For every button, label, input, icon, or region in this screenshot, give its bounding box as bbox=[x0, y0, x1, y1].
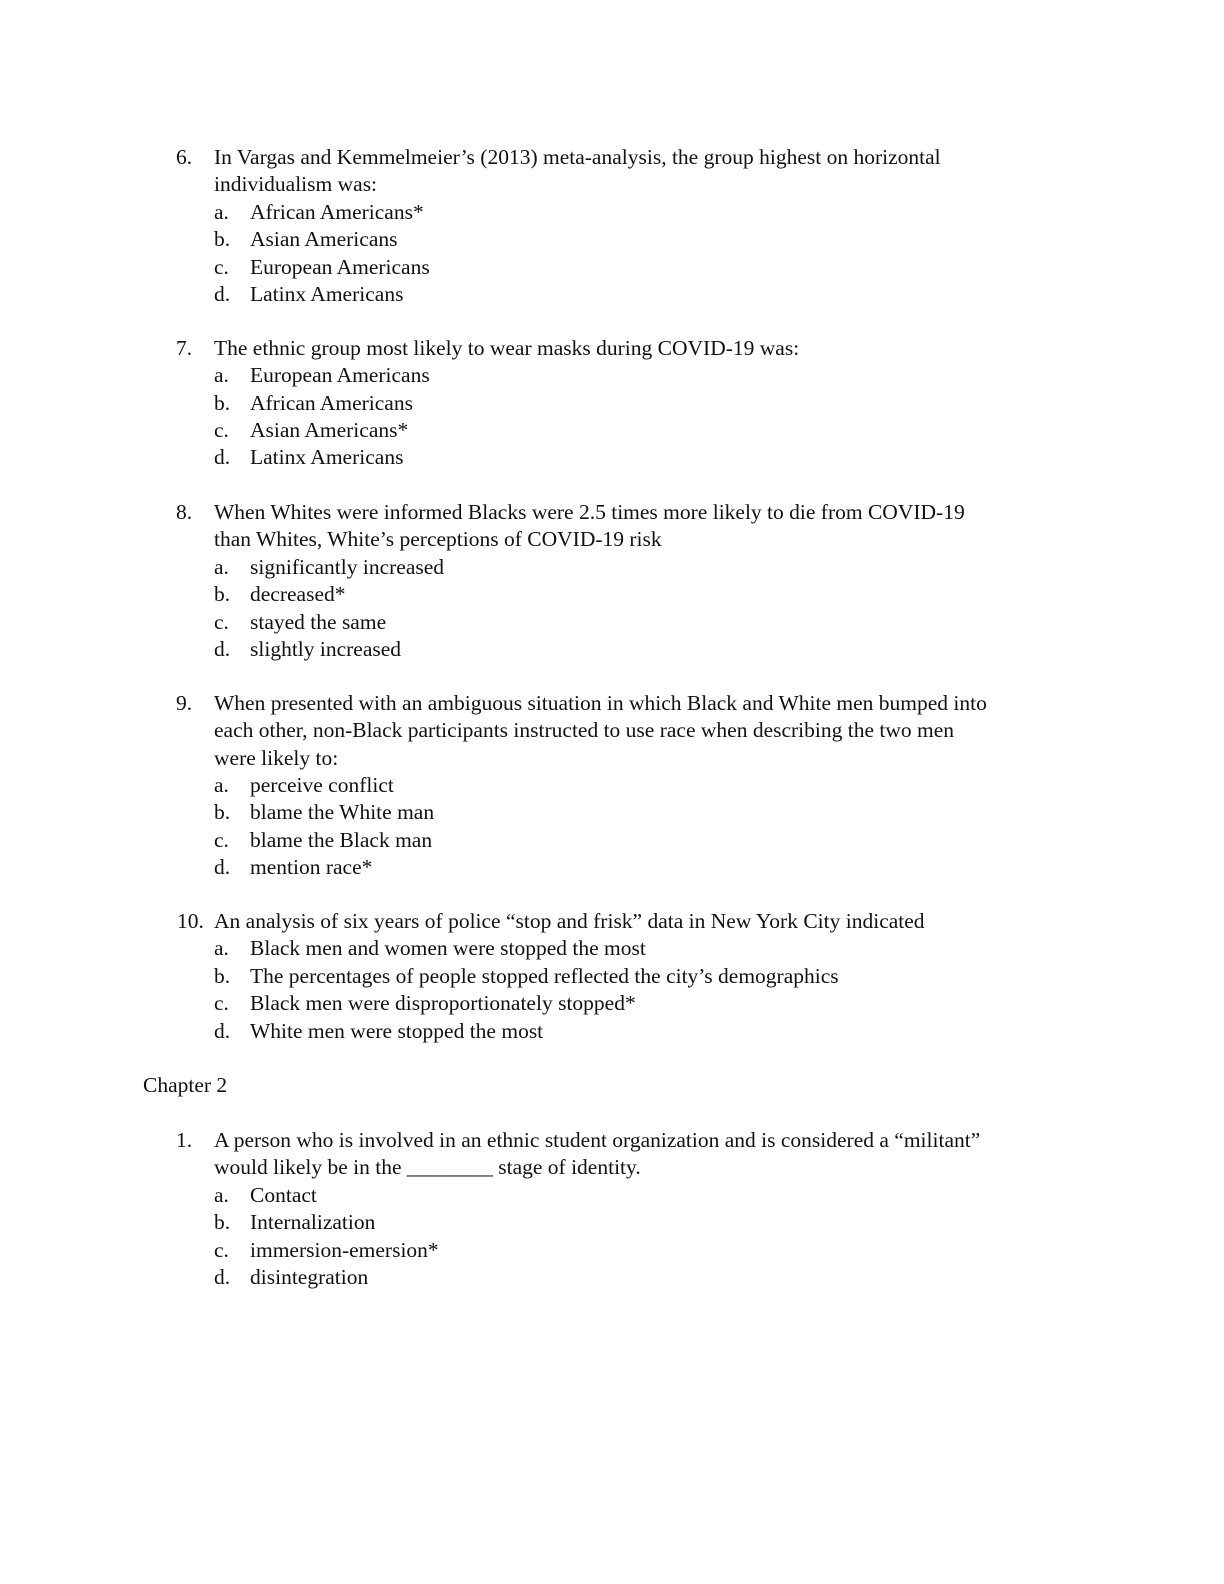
question-number: 8. bbox=[176, 500, 193, 524]
option-letter: d. bbox=[214, 855, 231, 879]
answer-option bbox=[0, 826, 1224, 854]
option-text: Contact bbox=[250, 1183, 317, 1207]
question-text-line: than Whites, White’s perceptions of COVID-19 risk bbox=[214, 527, 662, 551]
answer-option bbox=[0, 962, 1224, 990]
question-number: 9. bbox=[176, 691, 193, 715]
answer-option bbox=[0, 771, 1224, 799]
answer-option bbox=[0, 361, 1224, 389]
option-text: Black men were disproportionately stopped* bbox=[250, 991, 636, 1015]
option-text: slightly increased bbox=[250, 637, 402, 661]
option-text: disintegration bbox=[250, 1265, 369, 1289]
option-letter: d. bbox=[214, 445, 231, 469]
answer-option bbox=[0, 225, 1224, 253]
question-number: 7. bbox=[176, 336, 193, 360]
question-text-line: In Vargas and Kemmelmeier’s (2013) meta-analysis, the group highest on horizontal bbox=[214, 145, 941, 169]
option-text: blame the White man bbox=[250, 800, 435, 824]
option-letter: a. bbox=[214, 363, 229, 387]
answer-option bbox=[0, 798, 1224, 826]
answer-option bbox=[0, 580, 1224, 608]
option-text: Black men and women were stopped the most bbox=[250, 936, 646, 960]
answer-option bbox=[0, 989, 1224, 1017]
option-text: White men were stopped the most bbox=[250, 1019, 544, 1043]
answer-option bbox=[0, 934, 1224, 962]
option-letter: a. bbox=[214, 936, 229, 960]
option-letter: c. bbox=[214, 418, 229, 442]
option-text: blame the Black man bbox=[250, 828, 433, 852]
option-text: Asian Americans bbox=[250, 227, 398, 251]
option-text: mention race* bbox=[250, 855, 373, 879]
question-number: 6. bbox=[176, 145, 193, 169]
option-text: Latinx Americans bbox=[250, 445, 404, 469]
option-letter: d. bbox=[214, 1265, 231, 1289]
answer-option bbox=[0, 443, 1224, 471]
answer-option bbox=[0, 1263, 1224, 1291]
option-letter: a. bbox=[214, 1183, 229, 1207]
option-letter: b. bbox=[214, 964, 231, 988]
option-letter: d. bbox=[214, 637, 231, 661]
question-text-line: An analysis of six years of police “stop and frisk” data in New York City indicated bbox=[214, 909, 925, 933]
option-text: The percentages of people stopped reflected the city’s demographics bbox=[250, 964, 839, 988]
question-text-line: would likely be in the ________ stage of identity. bbox=[214, 1155, 641, 1179]
question-text-line: each other, non-Black participants instructed to use race when describing the two men bbox=[214, 718, 955, 742]
question-number: 1. bbox=[176, 1128, 193, 1152]
answer-option bbox=[0, 253, 1224, 281]
question-number: 10. bbox=[177, 909, 204, 933]
option-text: perceive conflict bbox=[250, 773, 394, 797]
answer-option bbox=[0, 1208, 1224, 1236]
question-text-line: A person who is involved in an ethnic student organization and is considered a “militant” bbox=[214, 1128, 981, 1152]
option-text: African Americans* bbox=[250, 200, 424, 224]
option-letter: b. bbox=[214, 227, 231, 251]
option-text: African Americans bbox=[250, 391, 413, 415]
option-letter: c. bbox=[214, 991, 229, 1015]
answer-option bbox=[0, 416, 1224, 444]
question-text-line: were likely to: bbox=[214, 746, 339, 770]
answer-option bbox=[0, 198, 1224, 226]
question-text-line: The ethnic group most likely to wear masks during COVID-19 was: bbox=[214, 336, 800, 360]
option-text: Asian Americans* bbox=[250, 418, 409, 442]
option-letter: c. bbox=[214, 828, 229, 852]
option-text: Latinx Americans bbox=[250, 282, 404, 306]
question-text-line: When Whites were informed Blacks were 2.5 times more likely to die from COVID-19 bbox=[214, 500, 965, 524]
option-letter: c. bbox=[214, 255, 229, 279]
answer-option bbox=[0, 608, 1224, 636]
answer-option bbox=[0, 553, 1224, 581]
question-text-line: When presented with an ambiguous situation in which Black and White men bumped into bbox=[214, 691, 987, 715]
option-text: Internalization bbox=[250, 1210, 376, 1234]
option-letter: b. bbox=[214, 391, 231, 415]
option-letter: a. bbox=[214, 555, 229, 579]
option-letter: a. bbox=[214, 200, 229, 224]
option-letter: d. bbox=[214, 1019, 231, 1043]
answer-option bbox=[0, 853, 1224, 881]
option-text: immersion-emersion* bbox=[250, 1238, 439, 1262]
answer-option bbox=[0, 1017, 1224, 1045]
option-letter: b. bbox=[214, 800, 231, 824]
option-text: European Americans bbox=[250, 363, 430, 387]
answer-option bbox=[0, 389, 1224, 417]
option-text: stayed the same bbox=[250, 610, 387, 634]
option-text: European Americans bbox=[250, 255, 430, 279]
option-letter: b. bbox=[214, 1210, 231, 1234]
option-letter: b. bbox=[214, 582, 231, 606]
answer-option bbox=[0, 280, 1224, 308]
option-text: decreased* bbox=[250, 582, 346, 606]
option-text: significantly increased bbox=[250, 555, 445, 579]
chapter-heading: Chapter 2 bbox=[143, 1073, 228, 1097]
answer-option bbox=[0, 1236, 1224, 1264]
option-letter: c. bbox=[214, 1238, 229, 1262]
option-letter: c. bbox=[214, 610, 229, 634]
answer-option bbox=[0, 1181, 1224, 1209]
option-letter: a. bbox=[214, 773, 229, 797]
option-letter: d. bbox=[214, 282, 231, 306]
question-text-line: individualism was: bbox=[214, 172, 378, 196]
answer-option bbox=[0, 635, 1224, 663]
